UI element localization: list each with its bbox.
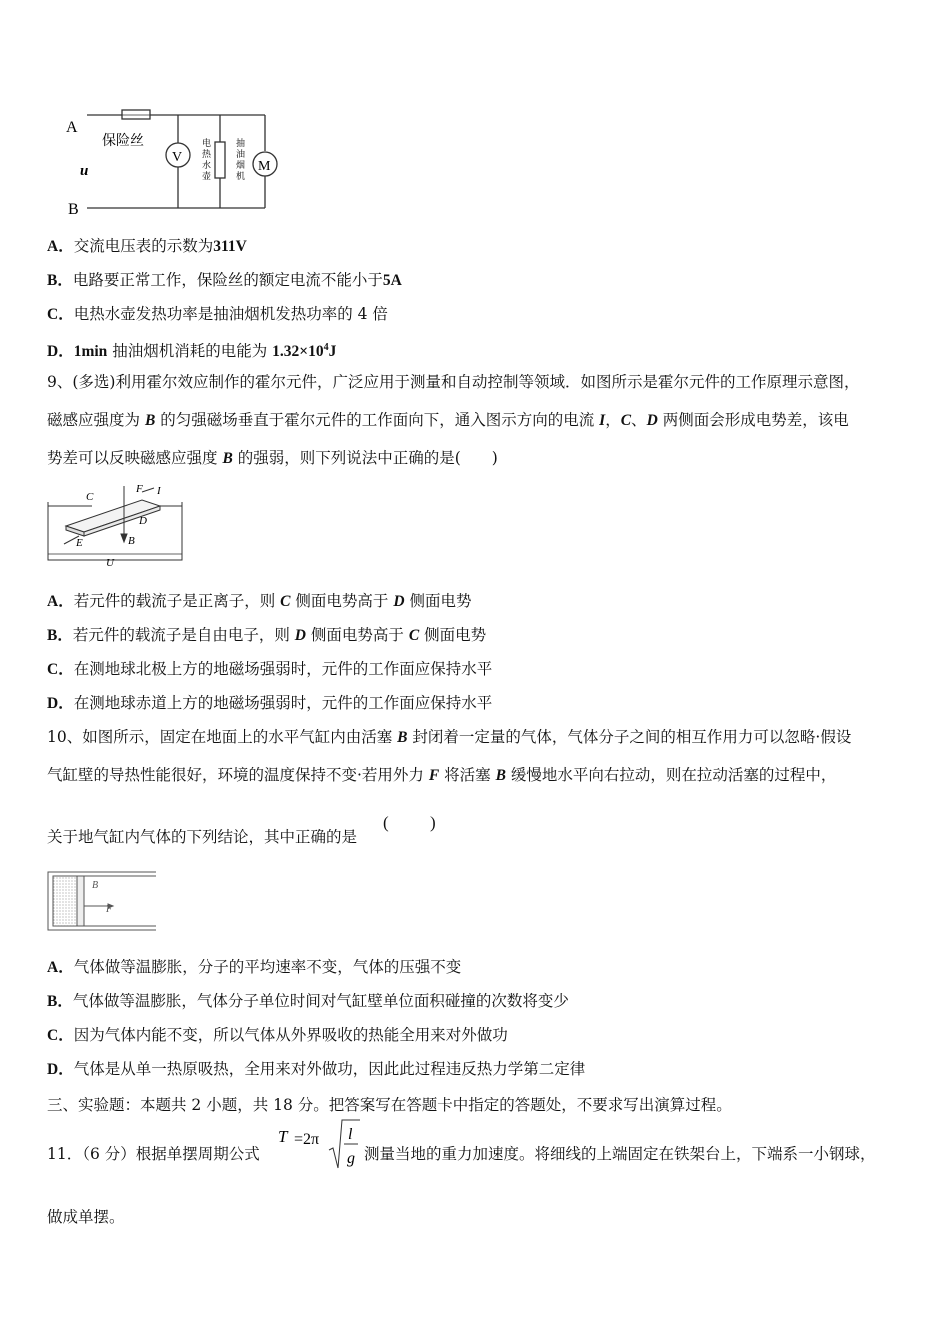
q10-stem-line1: 10、如图所示，固定在地面上的水平气缸内由活塞 B 封闭着一定量的气体，气体分子之间的相互作用力可以忽略·假设 (47, 728, 852, 746)
svg-text:电: 电 (202, 138, 212, 148)
q8-option-c: C．电热水壶发热功率是抽油烟机发热功率的 4 倍 (47, 305, 388, 323)
motor-letter: M (258, 159, 271, 174)
q8-option-d: D．1min 抽油烟机消耗的电能为 $1.32\times 10^4J$ (47, 342, 337, 361)
q10-stem-line3: 关于地气缸内气体的下列结论，其中正确的是 (47, 828, 358, 846)
label-e: E (76, 537, 83, 549)
fuse-symbol (122, 110, 150, 119)
hood-label (236, 137, 245, 181)
piston-b (77, 876, 84, 926)
label-c: C (86, 491, 94, 503)
formula-eq: =2π (294, 1131, 320, 1148)
q9-option-d: D．在测地球赤道上方的地磁场强弱时，元件的工作面应保持水平 (47, 694, 493, 712)
label-f: F (136, 483, 143, 495)
section-3-heading: 三、实验题：本题共 2 小题，共 18 分。把答案写在答题卡中指定的答题处，不要求写出演算过程。 (47, 1096, 732, 1114)
pendulum-formula (276, 1118, 362, 1174)
q9-option-b: B．若元件的载流子是自由电子，则 D 侧面电势高于 C 侧面电势 (47, 626, 487, 644)
q11-prefix: 11．（6 分）根据单摆周期公式 (47, 1145, 260, 1163)
q10-option-a: A．气体做等温膨胀，分子的平均速率不变，气体的压强不变 (47, 958, 462, 976)
gas-cylinder-figure (44, 868, 159, 934)
q9-stem-line1: 9、(多选)利用霍尔效应制作的霍尔元件，广泛应用于测量和自动控制等领域．如图所示是霍尔元件的工作原理示意图， (47, 373, 860, 391)
heater-label (202, 137, 212, 181)
label-piston-b: B (92, 880, 99, 891)
svg-text:壶: 壶 (202, 171, 212, 181)
heater-resistor (215, 142, 225, 178)
svg-text:油: 油 (236, 149, 246, 159)
svg-text:热: 热 (202, 149, 212, 159)
answer-paren-open: ( (383, 813, 389, 832)
formula-numerator: l (348, 1126, 353, 1143)
q9-option-c: C．在测地球北极上方的地磁场强弱时，元件的工作面应保持水平 (47, 660, 493, 678)
q11-suffix: 测量当地的重力加速度。将细线的上端固定在铁架台上，下端系一小钢球， (364, 1145, 876, 1163)
q9-option-a: A．若元件的载流子是正离子，则 C 侧面电势高于 D 侧面电势 (47, 592, 472, 610)
fuse-label: 保险丝 (102, 133, 144, 149)
formula-denominator: g (347, 1150, 355, 1167)
voltage-label: u (80, 163, 89, 179)
svg-text:机: 机 (236, 171, 246, 181)
q10-option-b: B．气体做等温膨胀，气体分子单位时间对气缸壁单位面积碰撞的次数将变少 (47, 992, 569, 1010)
label-u: U (106, 557, 114, 569)
label-i: I (157, 485, 161, 497)
q9-stem-line3: 势差可以反映磁感应强度 B 的强弱，则下列说法中正确的是( ) (47, 449, 498, 467)
node-b-label: B (68, 201, 79, 218)
label-force-f: F (106, 904, 113, 915)
q10-option-c: C．因为气体内能不变，所以气体从外界吸收的热能全用来对外做功 (47, 1026, 508, 1044)
q8-option-b: B．电路要正常工作，保险丝的额定电流不能小于5A (47, 271, 402, 289)
q9-stem-line2: 磁感应强度为 B 的匀强磁场垂直于霍尔元件的工作面向下，通入图示方向的电流 I，C、D 两侧面会形成电势差，该电 (47, 411, 849, 429)
q10-option-d: D．气体是从单一热原吸热，全用来对外做功，因此此过程违反热力学第二定律 (47, 1060, 586, 1078)
circuit-diagram (60, 100, 290, 220)
formula-t: T (278, 1127, 288, 1146)
label-b: B (128, 535, 135, 547)
gas-region (53, 876, 77, 926)
svg-text:水: 水 (202, 160, 212, 170)
answer-paren-close: ) (430, 813, 436, 832)
label-d: D (139, 515, 147, 527)
svg-text:抽: 抽 (236, 138, 246, 148)
hall-element-figure (44, 478, 189, 570)
q11-line2: 做成单摆。 (47, 1208, 125, 1226)
svg-text:烟: 烟 (236, 160, 246, 170)
voltmeter-letter: V (172, 150, 183, 165)
q8-option-a: A．交流电压表的示数为311V (47, 237, 247, 255)
q10-stem-line2: 气缸壁的导热性能很好，环境的温度保持不变·若用外力 F 将活塞 B 缓慢地水平向右拉动，则在拉动活塞的过程中， (47, 766, 837, 784)
node-a-label: A (66, 119, 78, 136)
